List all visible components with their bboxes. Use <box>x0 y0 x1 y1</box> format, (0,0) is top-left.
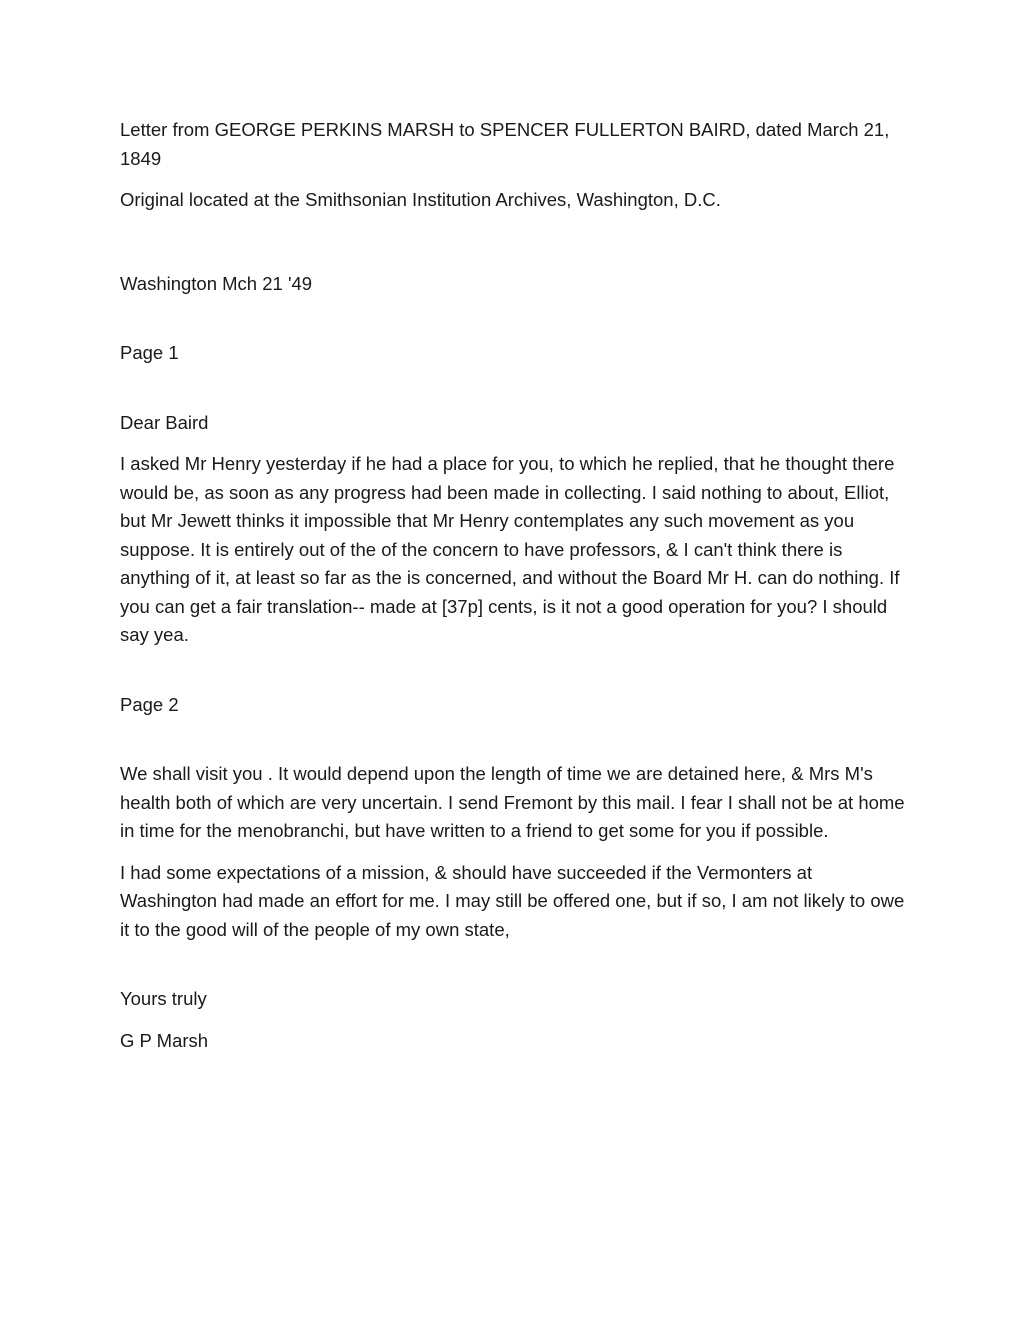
document-title: Letter from GEORGE PERKINS MARSH to SPENCER FULLERTON BAIRD, dated March 21, 1849 <box>120 119 890 169</box>
letter-place-date: Washington Mch 21 '49 <box>120 272 313 294</box>
letter-closing: Yours truly <box>120 988 207 1009</box>
document-page <box>120 116 910 1055</box>
page-label-2: Page 2 <box>120 693 179 715</box>
letter-paragraph-1: I asked Mr Henry yesterday if he had a place for you, to which he replied, that he thought there would be, as soon as any progress had been made in collecting. I said nothing to about, Elliot, but Mr Jewett thinks it impossible that Mr Henry contemplates any such movement as you suppose. It is entirely out of the of the concern to have professors, & I can't think there is anything of it, at least so far as the is concerned, and without the Board Mr H. can do nothing. If you can get a fair translation-- made at [37p] cents, is it not a good operation for you? I should say yea. <box>120 453 900 645</box>
letter-signature: G P Marsh <box>120 1029 209 1051</box>
letter-paragraph-2: We shall visit you . It would depend upon the length of time we are detained here, & Mrs M's health both of which are very uncertain. I send Fremont by this mail. I fear I shall not be at home in time for the menobranchi, but have written to a friend to get some for you if possible. <box>120 763 905 841</box>
document-source-note: Original located at the Smithsonian Institution Archives, Washington, D.C. <box>120 189 721 210</box>
letter-paragraph-3: I had some expectations of a mission, & should have succeeded if the Vermonters at Washington had made an effort for me. I may still be offered one, but if so, I am not likely to owe it to the good will of the people of my own state, <box>120 861 905 940</box>
page-label-1: Page 1 <box>120 342 179 363</box>
letter-salutation: Dear Baird <box>120 411 209 433</box>
